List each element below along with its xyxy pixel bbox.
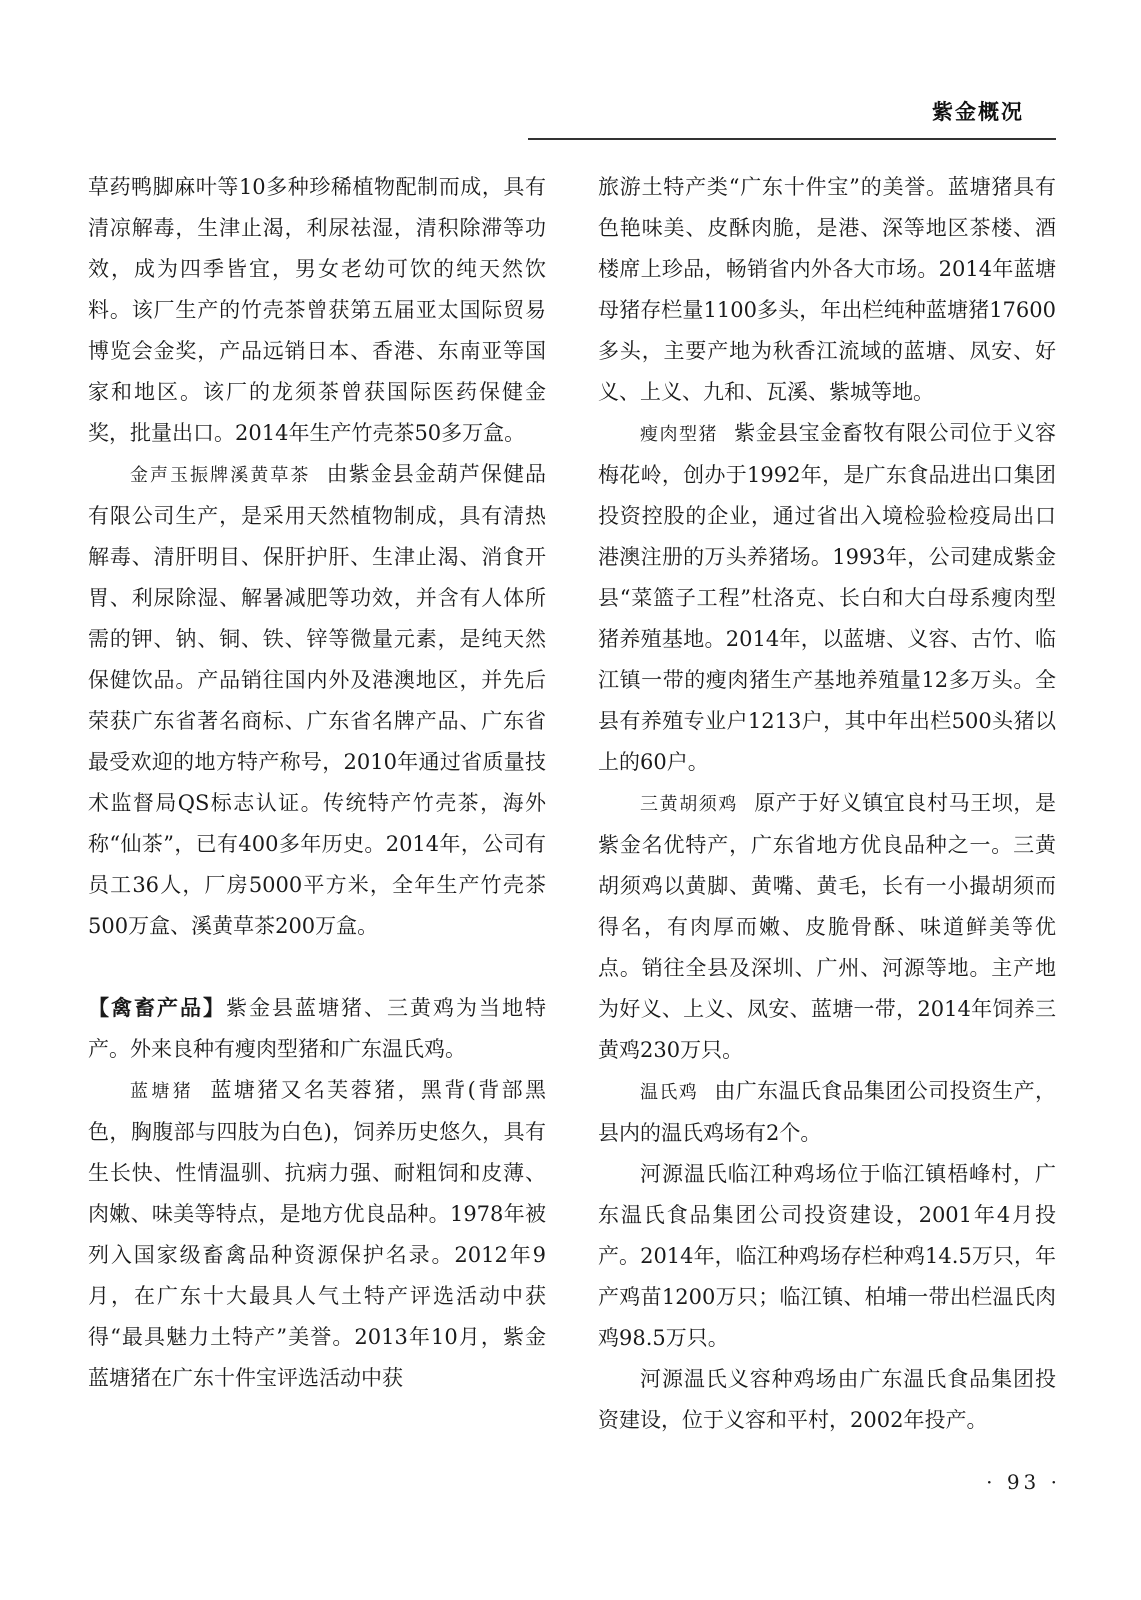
- running-title: 紫金概况: [932, 100, 1024, 124]
- paragraph: 河源温氏义容种鸡场由广东温氏食品集团投资建设，位于义容和平村，2002年投产。: [598, 1367, 1056, 1432]
- paragraph: 河源温氏临江种鸡场位于临江镇梧峰村，广东温氏食品集团公司投资建设，2001年4月投产。2014年，临江种鸡场存栏种鸡14.5万只，年产鸡苗1200万只；临江镇、柏埔一带出栏温氏肉鸡98.5万只。: [598, 1162, 1056, 1350]
- entry-heading: 温氏鸡: [640, 1082, 699, 1103]
- paragraph: 旅游土特产类“广东十件宝”的美誉。蓝塘猪具有色艳味美、皮酥肉脆，是港、深等地区茶楼、酒楼席上珍品，畅销省内外各大市场。2014年蓝塘母猪存栏量1100多头，年出栏纯种蓝塘猪17600多头，主要产地为秋香江流域的蓝塘、凤安、好义、上义、九和、瓦溪、紫城等地。: [598, 175, 1056, 404]
- entry-text: 由广东温氏食品集团公司投资生产，县内的温氏鸡场有2个。: [598, 1079, 1057, 1145]
- right-column: [598, 167, 1056, 1441]
- entry-heading: 蓝塘猪: [130, 1081, 195, 1102]
- entry-text: 由紫金县金葫芦保健品有限公司生产，是采用天然植物制成，具有清热解毒、清肝明目、保肝护肝、生津止渴、消食开胃、利尿除湿、解暑减肥等功效，并含有人体所需的钾、钠、铜、铁、锌等微量元素，是纯天然保健饮品。产品销往国内外及港澳地区，并先后荣获广东省著名商标、广东省名牌产品、广东省最受欢迎的地方特产称号，2010年通过省质量技术监督局QS标志认证。传统特产竹壳茶，海外称“仙茶”，已有400多年历史。2014年，公司有员工36人，厂房5000平方米，全年生产竹壳茶500万盒、溪黄草茶200万盒。: [88, 462, 546, 938]
- paragraph: [598, 413, 1056, 783]
- paragraph: [88, 1070, 546, 1399]
- paragraph: [88, 988, 546, 1070]
- entry-text: 紫金县蓝塘猪、三黄鸡为当地特产。外来良种有瘦肉型猪和广东温氏鸡。: [88, 996, 546, 1061]
- entry-heading: 金声玉振牌溪黄草茶: [130, 465, 311, 486]
- entry-text: 蓝塘猪又名芙蓉猪，黑背(背部黑色，胸腹部与四肢为白色)，饲养历史悠久，具有生长快、性情温驯、抗病力强、耐粗饲和皮薄、肉嫩、味美等特点，是地方优良品种。1978年被列入国家级畜禽品种资源保护名录。2012年9月，在广东十大最具人气土特产评选活动中获得“最具魅力土特产”美誉。2013年10月，紫金蓝塘猪在广东十件宝评选活动中获: [88, 1078, 546, 1390]
- entry-text: 原产于好义镇宜良村马王坝，是紫金名优特产，广东省地方优良品种之一。三黄胡须鸡以黄脚、黄嘴、黄毛，长有一小撮胡须而得名，有肉厚而嫩、皮脆骨酥、味道鲜美等优点。销往全县及深圳、广州、河源等地。主产地为好义、上义、凤安、蓝塘一带，2014年饲养三黄鸡230万只。: [598, 791, 1057, 1062]
- section-heading: 【禽畜产品】: [88, 996, 226, 1020]
- paragraph: [598, 1071, 1056, 1154]
- paragraph: [88, 454, 546, 947]
- spacer: [88, 947, 546, 988]
- left-column: [88, 167, 546, 1399]
- paragraph: 草药鸭脚麻叶等10多种珍稀植物配制而成，具有清凉解毒，生津止渴，利尿祛湿，清积除滞等功效，成为四季皆宜，男女老幼可饮的纯天然饮料。该厂生产的竹壳茶曾获第五届亚太国际贸易博览会金奖，产品远销日本、香港、东南亚等国家和地区。该厂的龙须茶曾获国际医药保健金奖，批量出口。2014年生产竹壳茶50多万盒。: [88, 175, 546, 445]
- page-number: · 93 ·: [986, 1470, 1061, 1494]
- paragraph: [598, 783, 1056, 1071]
- entry-text: 紫金县宝金畜牧有限公司位于义容梅花岭，创办于1992年，是广东食品进出口集团投资控股的企业，通过省出入境检验检疫局出口港澳注册的万头养猪场。1993年，公司建成紫金县“菜篮子工程”杜洛克、长白和大白母系瘦肉型猪养殖基地。2014年，以蓝塘、义容、古竹、临江镇一带的瘦肉猪生产基地养殖量12多万头。全县有养殖专业户1213户，其中年出栏500头猪以上的60户。: [598, 421, 1057, 774]
- header-rule: [528, 138, 1056, 140]
- entry-heading: 瘦肉型猪: [640, 424, 718, 445]
- entry-heading: 三黄胡须鸡: [640, 794, 739, 815]
